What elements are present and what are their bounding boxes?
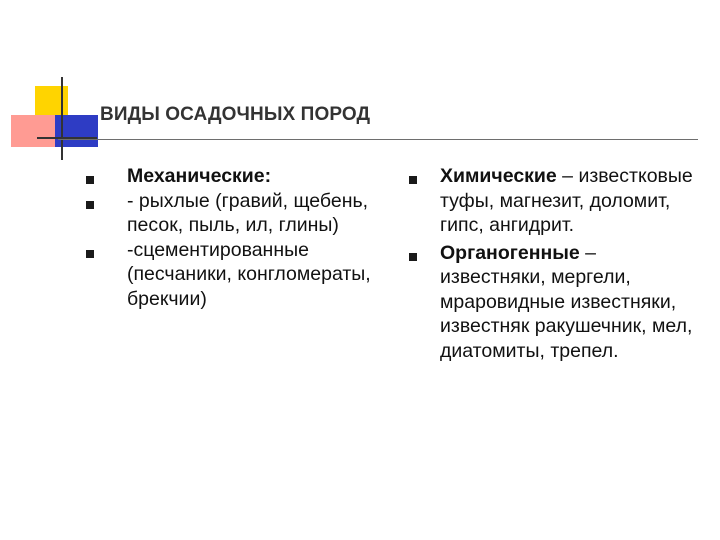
list-item — [84, 164, 374, 189]
list-item-text — [440, 241, 706, 364]
list-item-text — [127, 164, 374, 189]
left-column — [84, 164, 374, 311]
square-bullet-icon — [409, 176, 417, 184]
list-item-bold: Органогенные — [440, 241, 580, 264]
slide-title: ВИДЫ ОСАДОЧНЫХ ПОРОД — [100, 104, 371, 125]
list-item-bold: Химические — [440, 165, 557, 187]
square-bullet-icon — [409, 253, 417, 261]
list-item-rest: – известковые туфы, магнезит, доломит, гипс, ангидрит. — [440, 165, 693, 236]
list-item-bold: Механические: — [127, 165, 272, 187]
decorative-vertical-line — [61, 77, 63, 160]
list-item — [406, 164, 706, 238]
list-item — [84, 238, 374, 312]
list-item-rest: – известняки, мергели, мраровидные известняки, известняк ракушечник, мел, диатомиты, трепел. — [440, 241, 693, 362]
square-bullet-icon — [86, 176, 94, 184]
list-item-text — [440, 164, 706, 238]
list-item-text — [127, 189, 374, 238]
list-item — [84, 189, 374, 238]
square-bullet-icon — [86, 201, 94, 209]
list-item-text — [127, 238, 374, 312]
list-item-rest: -сцементированные (песчаники, конгломераты, брекчии) — [127, 238, 371, 310]
title-underline — [58, 139, 698, 140]
list-item — [406, 241, 706, 364]
list-item-rest: - рыхлые (гравий, щебень, песок, пыль, ил, глины) — [127, 189, 369, 236]
right-column — [406, 164, 706, 363]
decorative-pink-square — [11, 115, 55, 147]
square-bullet-icon — [86, 250, 94, 258]
